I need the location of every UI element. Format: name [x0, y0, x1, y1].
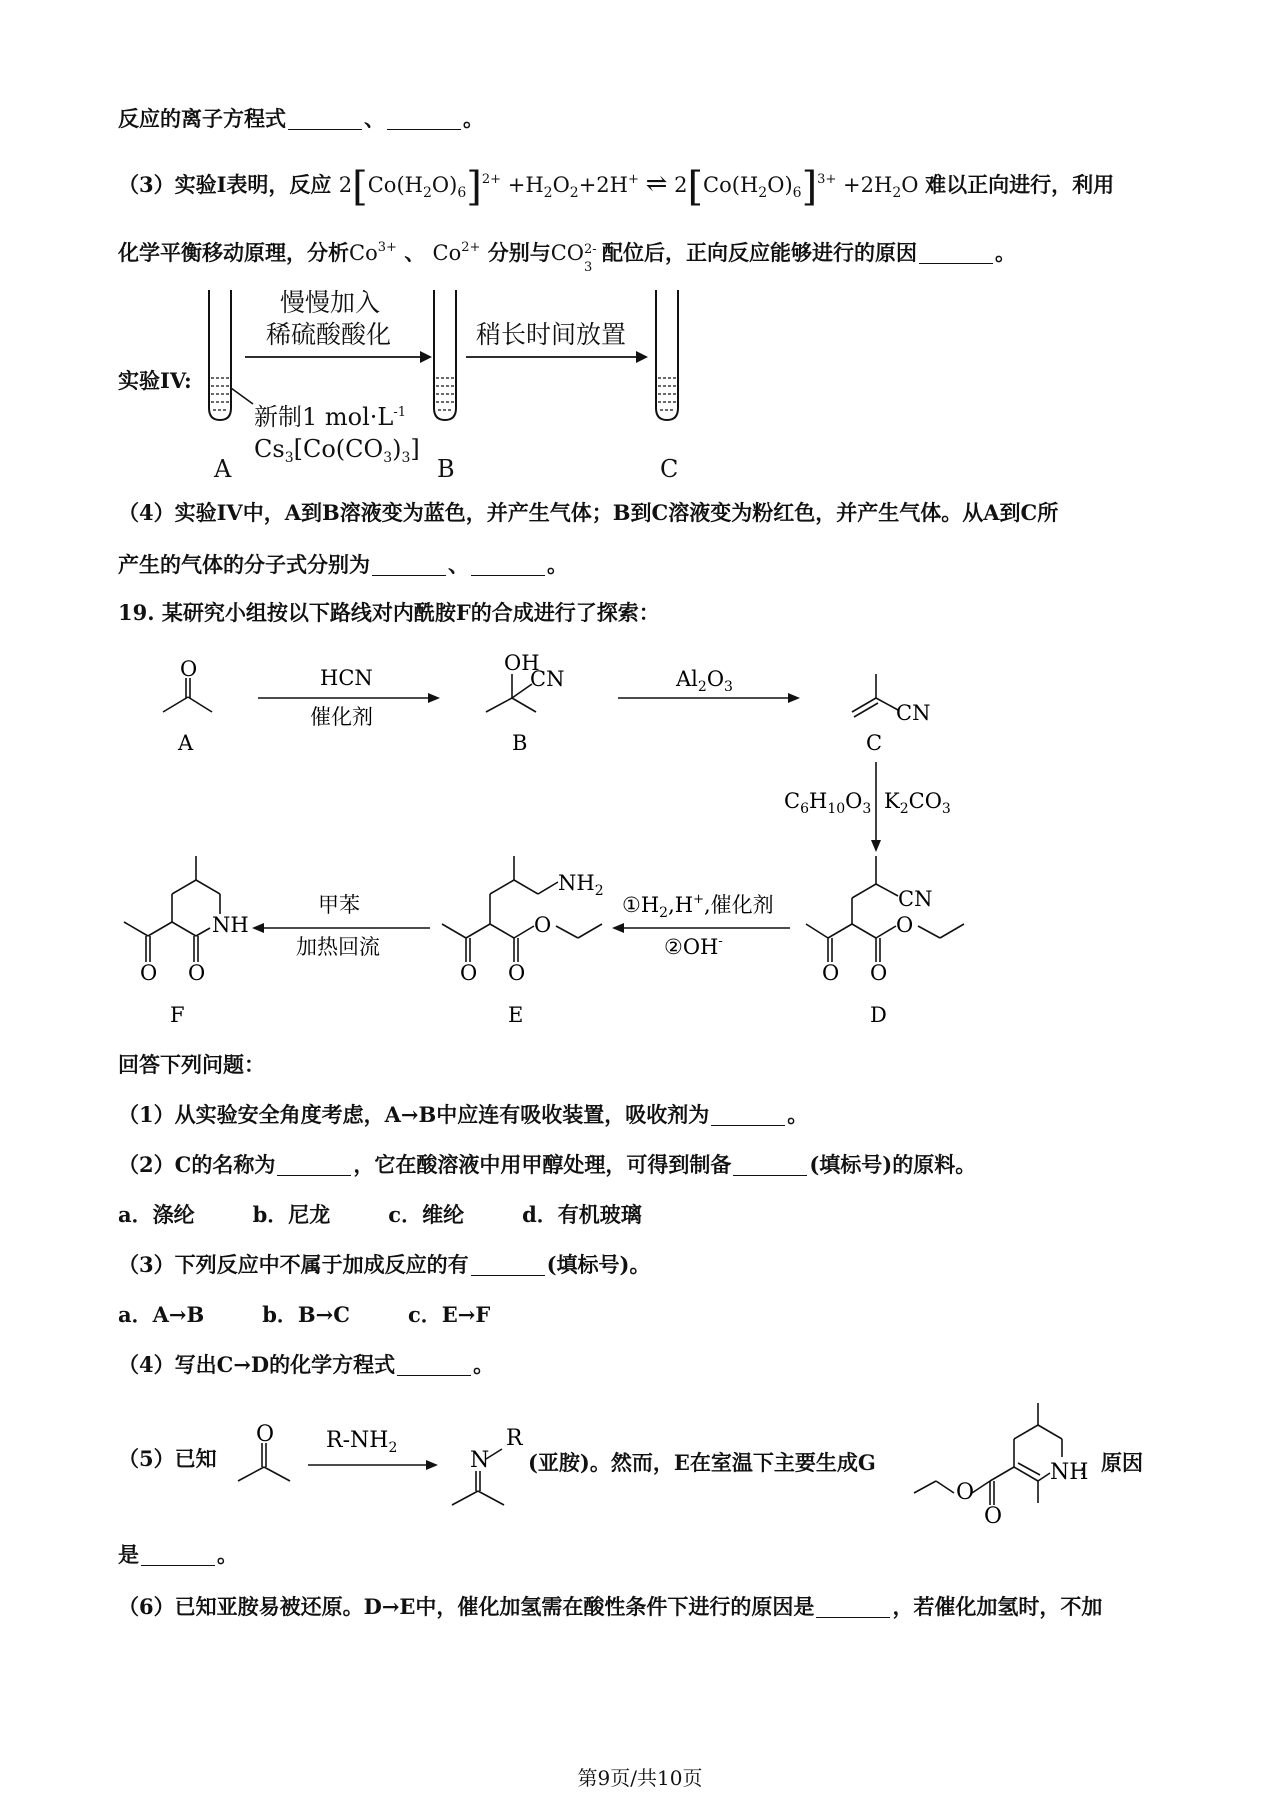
- compound-a-structure: [163, 678, 212, 712]
- subscript: 2: [892, 185, 902, 201]
- arrow-head-icon: [428, 693, 440, 703]
- answer-blank[interactable]: [711, 1103, 785, 1126]
- line-text: ，若催化加氢时，不加: [892, 1594, 1103, 1619]
- compound-c-structure: [852, 674, 898, 717]
- co-symbol: Co: [703, 173, 732, 197]
- compound-e-label: E: [508, 1003, 524, 1027]
- arrow-head-icon: [636, 351, 648, 363]
- question-5-line-2: [118, 1540, 1170, 1570]
- charge: 2+: [461, 240, 481, 255]
- atom-o: O: [188, 961, 206, 985]
- answer-blank[interactable]: [372, 553, 446, 576]
- question-2-options: [118, 1200, 1170, 1230]
- carbonate-ion: [550, 241, 602, 275]
- bracket-close: ]: [466, 164, 482, 210]
- reagent-toluene: 甲苯: [318, 893, 360, 917]
- answer-blank[interactable]: [387, 107, 461, 130]
- option-d[interactable]: d．有机玻璃: [522, 1202, 642, 1227]
- answer-blank[interactable]: [288, 107, 362, 130]
- reagent-catalyst: 催化剂: [310, 705, 373, 729]
- line-text: 产生的气体的分子式分别为: [118, 552, 370, 577]
- coef: 2: [338, 173, 353, 197]
- atom-nh: NH: [1050, 1460, 1089, 1485]
- sub-sup: [584, 242, 602, 275]
- reagent-c6h10o3: $C_6H_{10}O_3$: [784, 789, 872, 817]
- charge: +: [627, 172, 639, 187]
- test-tube-b-icon: [434, 290, 456, 420]
- question-19-title: 19. 某研究小组按以下路线对内酰胺F的合成进行了探索：: [118, 600, 660, 625]
- subscript: 6: [792, 185, 802, 201]
- co-symbol: Co: [367, 173, 397, 197]
- arrow-head-icon: [788, 693, 800, 703]
- atom-o: O: [508, 961, 526, 985]
- atom-o: O: [460, 961, 478, 985]
- charge: 3+: [377, 240, 397, 255]
- reaction-scheme: [0, 640, 1280, 1040]
- atom-o: O: [956, 1480, 975, 1505]
- h-symbol: H: [404, 173, 423, 197]
- period: 。: [787, 1102, 809, 1127]
- h2o: +2H: [843, 173, 893, 197]
- option-a[interactable]: a．A→B: [118, 1302, 205, 1327]
- reagent-oh: ②OH-: [664, 934, 723, 959]
- answer-blank[interactable]: [471, 553, 545, 576]
- equilibrium-equation: $2[Co(H_2O)_6]^{2+} +H_2O_2+2H^+$ ⇌ $2[Co(H_2O)_6]^{3+} +2H_2O$: [338, 164, 919, 210]
- atom-cn: CN: [896, 701, 931, 725]
- atom-n: N: [470, 1448, 490, 1473]
- line-text: （4）写出C→D的化学方程式: [118, 1352, 396, 1377]
- line-text: （2）C的名称为: [118, 1152, 276, 1177]
- line-text: (填标号)。: [546, 1252, 651, 1277]
- charge: 2+: [481, 172, 502, 187]
- question-1: [118, 1100, 1170, 1130]
- reagent-reflux: 加热回流: [296, 935, 380, 959]
- atom-o: O: [140, 961, 158, 985]
- option-c[interactable]: c．E→F: [408, 1302, 491, 1327]
- answer-blank[interactable]: [397, 1353, 471, 1376]
- bracket-open: [: [687, 164, 704, 210]
- reagent-text: Cs: [254, 435, 285, 463]
- reagent-k2co3: $K_2CO_3$: [884, 789, 951, 817]
- reagent-line-1: [254, 400, 406, 430]
- separator: 、: [364, 106, 385, 131]
- line-text: （1）从实验安全角度考虑，A→B中应连有吸收装置，吸收剂为: [118, 1102, 710, 1127]
- superscript: -1: [393, 405, 407, 420]
- charge: 2-: [584, 242, 597, 257]
- subscript: 2: [758, 185, 768, 201]
- compound-d-structure: [806, 856, 964, 962]
- answer-blank[interactable]: [816, 1595, 890, 1618]
- co3-ion: [349, 241, 397, 265]
- reagent-h2-hplus: $①H_2,H^+$,催化剂: [622, 892, 774, 921]
- co-symbol: CO: [550, 241, 585, 265]
- experiment-label: 实验IV:: [118, 368, 192, 393]
- atom-o: O: [984, 1504, 1003, 1529]
- coef: 2: [674, 173, 688, 197]
- subscript: 2: [543, 185, 553, 201]
- step1-top-label: 慢慢加入: [280, 288, 381, 317]
- option-c[interactable]: c．维纶: [388, 1202, 465, 1227]
- line-text: 是: [118, 1542, 139, 1567]
- h-symbol: H: [739, 173, 759, 197]
- subscript: 6: [457, 185, 467, 201]
- hplus: +2H: [578, 173, 628, 197]
- atom-nh2: $NH_2$: [558, 871, 604, 899]
- subscript: 3: [584, 260, 593, 275]
- arrow-head-icon: [426, 1460, 438, 1470]
- step1-bottom-label: 稀硫酸酸化: [266, 320, 392, 349]
- arrow-head-icon: [420, 351, 432, 363]
- question-3-options: [118, 1300, 1170, 1330]
- atom-o: O: [896, 913, 914, 937]
- answer-blank[interactable]: [919, 241, 993, 264]
- reagent-text: 新制1 mol·L: [254, 403, 394, 431]
- period: 。: [473, 1352, 495, 1377]
- atom-o: O: [180, 657, 198, 681]
- charge: 3+: [817, 172, 837, 187]
- line-text: ，它在酸溶液中用甲醇处理，可得到制备: [353, 1152, 732, 1177]
- tube-c-label: C: [660, 455, 679, 483]
- atom-r: R: [506, 1426, 523, 1451]
- period: 。: [217, 1542, 238, 1567]
- pointer-line: [231, 388, 253, 404]
- atom-nh: NH: [212, 913, 249, 937]
- arrow-head-icon: [612, 923, 624, 933]
- o-symbol: O: [552, 173, 570, 197]
- line-text: （3）下列反应中不属于加成反应的有: [118, 1252, 469, 1277]
- period: 。: [463, 106, 484, 131]
- question-4-equation: [118, 1350, 1170, 1380]
- compound-a-label: A: [178, 731, 194, 755]
- step2-label: 稍长时间放置: [476, 320, 627, 349]
- answer-blank[interactable]: [471, 1253, 545, 1276]
- option-b[interactable]: b．尼龙: [252, 1202, 331, 1227]
- line-text: 分别与: [487, 240, 551, 265]
- atom-cn: CN: [530, 667, 565, 691]
- atom-oh: OH: [504, 651, 540, 675]
- subscript: 2: [422, 185, 432, 201]
- separator: 、: [448, 552, 469, 577]
- line-text: 化学平衡移动原理，分析: [118, 240, 349, 265]
- reagent-hcn: HCN: [320, 666, 373, 690]
- reagent-r-nh2: $R-NH_2$: [326, 1428, 398, 1456]
- question-3-line-1: [118, 165, 1170, 208]
- subscript: 2: [569, 185, 579, 201]
- question-2: [118, 1150, 1170, 1180]
- q3-suffix: 难以正向进行，利用: [925, 172, 1115, 197]
- atom-o: O: [822, 961, 840, 985]
- compound-b-structure: [486, 674, 536, 712]
- compound-f-structure: [124, 856, 220, 962]
- atom-o: O: [534, 913, 552, 937]
- answer-blank[interactable]: [277, 1153, 351, 1176]
- line-text: 反应的离子方程式: [118, 106, 286, 131]
- atom-cn: CN: [898, 887, 933, 911]
- tube-b-label: B: [437, 455, 455, 483]
- answer-intro: 回答下列问题：: [118, 1052, 265, 1077]
- ionic-equation-line: [118, 104, 1170, 134]
- co-symbol: Co: [432, 241, 462, 265]
- question-5-suffix: ，原因: [1080, 1450, 1143, 1475]
- question-5-text: (亚胺)。然而，E在室温下主要生成G: [528, 1450, 876, 1475]
- question-4-line-1: （4）实验IV中，A到B溶液变为蓝色，并产生气体；B到C溶液变为粉红色，并产生气体。从A到C所: [118, 500, 1059, 525]
- bracket-open: [: [352, 164, 368, 210]
- line-text: （6）已知亚胺易被还原。D→E中，催化加氢需在酸性条件下进行的原因是: [118, 1594, 815, 1619]
- compound-c-label: C: [866, 731, 883, 755]
- answer-blank[interactable]: [733, 1153, 807, 1176]
- option-b[interactable]: b．B→C: [262, 1302, 350, 1327]
- ketone-structure: [238, 1443, 290, 1481]
- o-symbol: O: [767, 173, 785, 197]
- compound-g-structure: [914, 1403, 1062, 1505]
- compound-b-label: B: [512, 731, 528, 755]
- h2o2: +H: [507, 173, 544, 197]
- period: 。: [547, 552, 568, 577]
- q3-prefix: （3）实验I表明，反应: [118, 172, 332, 197]
- line-text: 配位后，正向反应能够进行的原因: [602, 240, 918, 265]
- question-3-line-2: [118, 233, 1170, 275]
- question-4-line-2: [118, 550, 1170, 580]
- arrow-head-icon: [871, 840, 881, 852]
- separator: 、: [404, 240, 426, 265]
- period: 。: [995, 240, 1017, 265]
- co-symbol: Co: [349, 241, 378, 265]
- co2-ion: [433, 241, 481, 265]
- compound-d-label: D: [870, 1003, 887, 1027]
- question-6: [118, 1592, 1170, 1622]
- reagent-line-2: $Cs_3[Co(CO_3)_3]$: [254, 435, 420, 466]
- test-tube-a-icon: [209, 290, 231, 420]
- tube-a-label: A: [214, 455, 232, 483]
- bracket-close: ]: [801, 164, 818, 210]
- o-symbol: O: [431, 173, 450, 197]
- answer-blank[interactable]: [141, 1543, 215, 1566]
- experiment-svg: [0, 280, 1280, 490]
- compound-f-label: F: [170, 1003, 185, 1027]
- o-symbol: O: [901, 173, 919, 197]
- option-a[interactable]: a．涤纶: [118, 1202, 195, 1227]
- atom-o: O: [256, 1422, 275, 1447]
- atom-o: O: [870, 961, 888, 985]
- arrow-head-icon: [252, 923, 264, 933]
- page-footer: 第9页/共10页: [577, 1766, 703, 1790]
- reagent-al2o3: $Al_2O_3$: [676, 667, 733, 695]
- equilibrium-arrow-icon: ⇌: [645, 169, 668, 199]
- line-text: （5）已知: [118, 1446, 217, 1471]
- test-tube-c-icon: [656, 290, 678, 420]
- question-3-reactions: [118, 1250, 1170, 1280]
- line-text: (填标号)的原料。: [809, 1152, 977, 1177]
